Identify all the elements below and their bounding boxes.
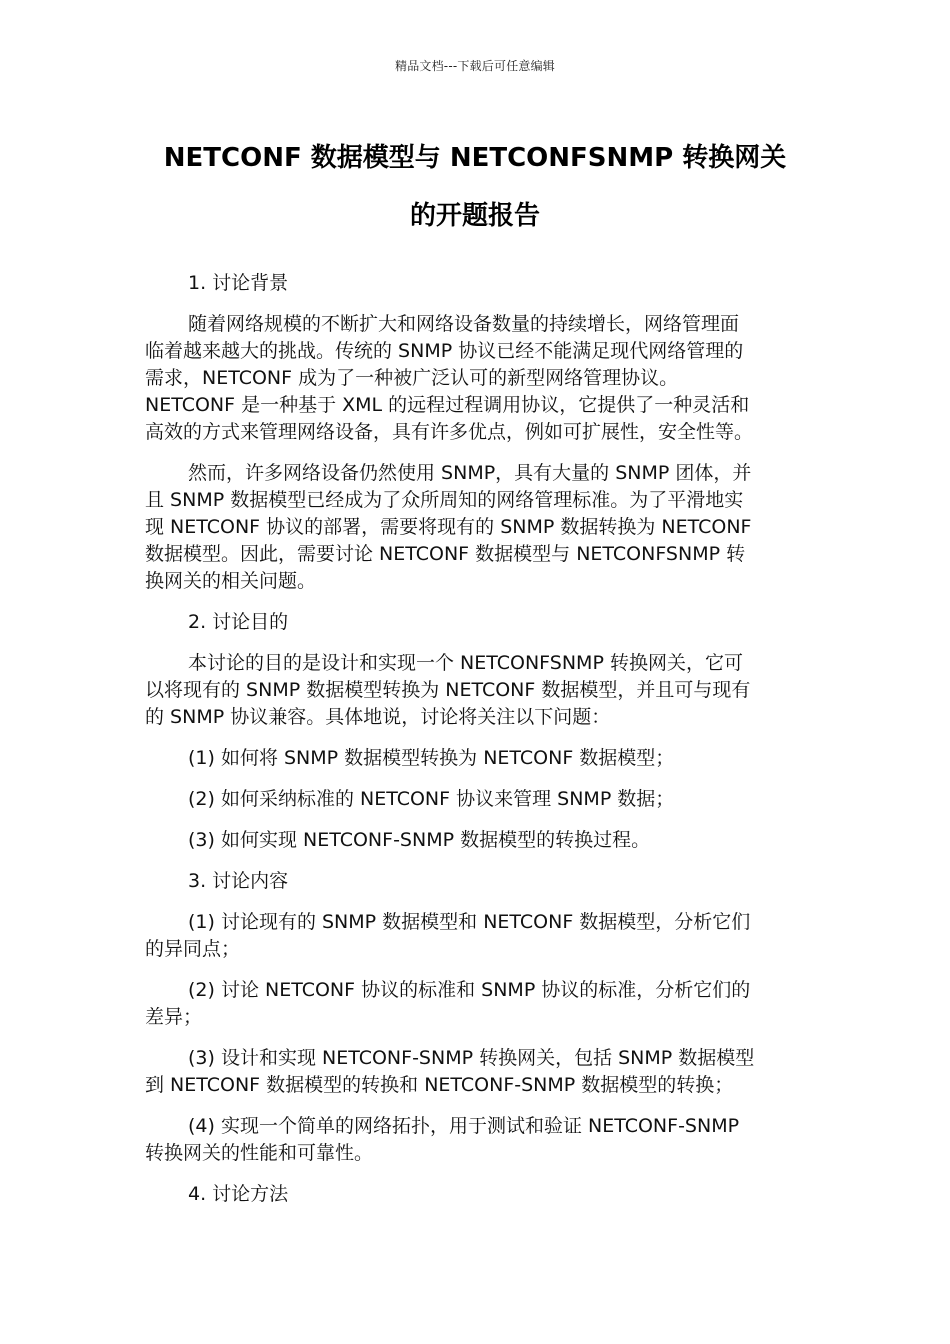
document-title-line-2: 的开题报告 bbox=[409, 201, 540, 231]
text-line: 现 NETCONF 协议的部署，需要将现有的 SNMP 数据转换为 NETCONF bbox=[145, 516, 752, 538]
text-line: (4) 实现一个简单的网络拓扑，用于测试和验证 NETCONF-SNMP bbox=[188, 1115, 740, 1137]
paragraph bbox=[145, 460, 801, 595]
text-line: 换网关的相关问题。 bbox=[145, 570, 317, 592]
list-item bbox=[145, 745, 801, 772]
text-line: 数据模型。因此，需要讨论 NETCONF 数据模型与 NETCONFSNMP 转 bbox=[145, 543, 746, 565]
section-heading-background: 1. 讨论背景 bbox=[188, 272, 289, 294]
text-line: (1) 如何将 SNMP 数据模型转换为 NETCONF 数据模型； bbox=[188, 747, 675, 769]
document-title-line-1: NETCONF 数据模型与 NETCONFSNMP 转换网关 bbox=[163, 143, 787, 173]
paragraph bbox=[145, 650, 801, 731]
text-line: (1) 讨论现有的 SNMP 数据模型和 NETCONF 数据模型，分析它们 bbox=[188, 911, 751, 933]
list-item bbox=[145, 827, 801, 854]
text-line: 临着越来越大的挑战。传统的 SNMP 协议已经不能满足现代网络管理的 bbox=[145, 340, 744, 362]
text-line: NETCONF 是一种基于 XML 的远程过程调用协议，它提供了一种灵活和 bbox=[145, 394, 750, 416]
text-line: (3) 如何实现 NETCONF-SNMP 数据模型的转换过程。 bbox=[188, 829, 651, 851]
header-watermark: 精品文档---下载后可任意编辑 bbox=[395, 59, 555, 73]
text-line: 本讨论的目的是设计和实现一个 NETCONFSNMP 转换网关，它可 bbox=[188, 652, 743, 674]
text-line: 的异同点； bbox=[145, 938, 241, 960]
section-heading-purpose: 2. 讨论目的 bbox=[188, 611, 289, 633]
text-line: (3) 设计和实现 NETCONF-SNMP 转换网关，包括 SNMP 数据模型 bbox=[188, 1047, 755, 1069]
list-item bbox=[145, 1045, 801, 1099]
paragraph bbox=[145, 311, 801, 446]
document-body bbox=[145, 270, 801, 1222]
list-item bbox=[145, 1113, 801, 1167]
text-line: (2) 如何采纳标准的 NETCONF 协议来管理 SNMP 数据； bbox=[188, 788, 675, 810]
text-line: 转换网关的性能和可靠性。 bbox=[145, 1142, 374, 1164]
text-line: 且 SNMP 数据模型已经成为了众所周知的网络管理标准。为了平滑地实 bbox=[145, 489, 744, 511]
section-heading-content: 3. 讨论内容 bbox=[188, 870, 289, 892]
text-line: 差异； bbox=[145, 1006, 203, 1028]
text-line: (2) 讨论 NETCONF 协议的标准和 SNMP 协议的标准，分析它们的 bbox=[188, 979, 751, 1001]
list-item bbox=[145, 786, 801, 813]
text-line: 然而，许多网络设备仍然使用 SNMP，具有大量的 SNMP 团体，并 bbox=[188, 462, 752, 484]
text-line: 的 SNMP 协议兼容。具体地说，讨论将关注以下问题： bbox=[145, 706, 611, 728]
text-line: 到 NETCONF 数据模型的转换和 NETCONF-SNMP 数据模型的转换； bbox=[145, 1074, 734, 1096]
list-item bbox=[145, 909, 801, 963]
text-line: 高效的方式来管理网络设备，具有许多优点，例如可扩展性，安全性等。 bbox=[145, 421, 754, 443]
text-line: 随着网络规模的不断扩大和网络设备数量的持续增长，网络管理面 bbox=[188, 313, 740, 335]
text-line: 需求，NETCONF 成为了一种被广泛认可的新型网络管理协议。 bbox=[145, 367, 679, 389]
section-heading-method: 4. 讨论方法 bbox=[188, 1183, 289, 1205]
list-item bbox=[145, 977, 801, 1031]
text-line: 以将现有的 SNMP 数据模型转换为 NETCONF 数据模型，并且可与现有 bbox=[145, 679, 751, 701]
